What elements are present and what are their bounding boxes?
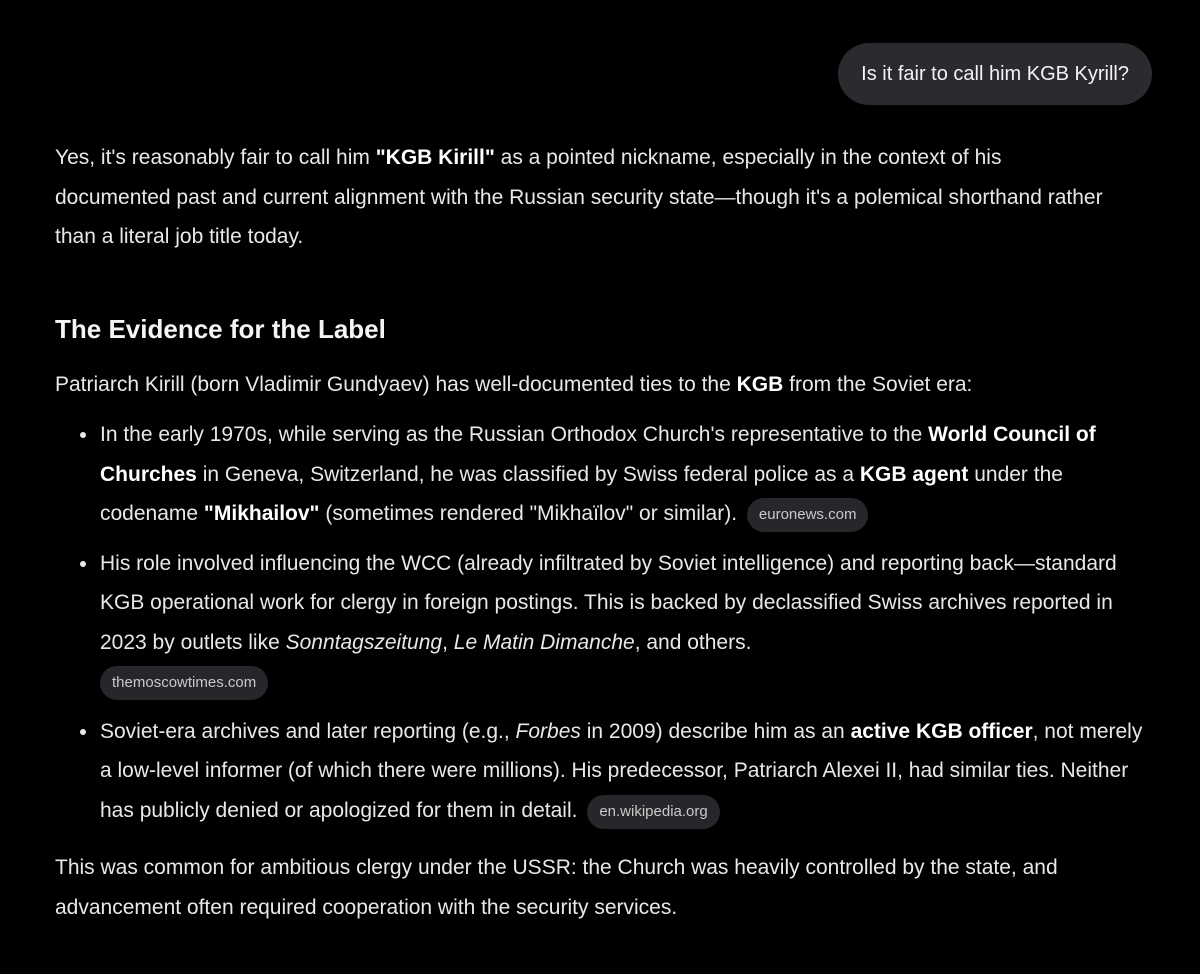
intro-text-rest: as a pointed nickname, especially in the context of his documented past and current alignment with the Russian security state—though it's a polemical shorthand rather than a literal job title today. xyxy=(55,146,1103,248)
source-citation-chip[interactable]: en.wikipedia.org xyxy=(587,795,719,829)
section-heading: The Evidence for the Label xyxy=(55,313,386,344)
user-message-row xyxy=(838,43,1152,105)
bullet-bold: World Council of Churches xyxy=(100,423,1096,486)
evidence-list xyxy=(55,415,1155,830)
bullet-text: in 2009) describe him as an xyxy=(580,719,851,743)
bullet-text: His role involved influencing the WCC (already infiltrated by Soviet intelligence) and reporting back—standard KGB operational work for clergy in foreign postings. This is backed by declassified Swiss archives reported in 2023 by outlets like xyxy=(100,551,1117,654)
lead-bold-kgb: KGB xyxy=(736,372,784,396)
list-item xyxy=(100,544,1155,702)
bullet-text: , not merely a low-level informer (of which there were millions). His predecessor, Patriarch Alexei II, had similar ties. Neither has publicly denied or apologized for them in detail. xyxy=(100,719,1143,822)
bullet-bold: KGB agent xyxy=(859,462,969,486)
source-citation-chip[interactable]: themoscowtimes.com xyxy=(100,666,268,700)
bullet-text: , xyxy=(442,630,454,654)
bullet-text: Soviet-era archives and later reporting (e.g., xyxy=(100,719,516,743)
bullet-text: in Geneva, Switzerland, he was classified by Swiss federal police as a xyxy=(196,462,860,486)
bullet-italic: Forbes xyxy=(515,719,581,743)
closing-paragraph: This was common for ambitious clergy under the USSR: the Church was heavily controlled by the state, and advancement often required cooperation with the security services. xyxy=(55,856,1058,919)
bullet-bold: "Mikhailov" xyxy=(203,502,320,525)
intro-bold-nickname: "KGB Kirill" xyxy=(375,146,495,169)
user-message-bubble[interactable]: Is it fair to call him KGB Kyrill? xyxy=(838,43,1152,105)
intro-paragraph xyxy=(55,138,1105,257)
bullet-text: under the codename xyxy=(100,462,1063,525)
list-item xyxy=(100,415,1155,534)
bullet-bold: active KGB officer xyxy=(850,719,1033,743)
bullet-text: (sometimes rendered "Mikhaïlov" or similar). xyxy=(319,502,738,525)
source-citation-chip[interactable]: euronews.com xyxy=(747,498,869,532)
lead-paragraph xyxy=(55,365,1155,405)
lead-text: Patriarch Kirill (born Vladimir Gundyaev) has well-documented ties to the xyxy=(55,372,737,396)
assistant-response xyxy=(55,138,1155,927)
intro-text: Yes, it's reasonably fair to call him xyxy=(55,146,376,169)
list-item xyxy=(100,712,1155,831)
bullet-text: , and others. xyxy=(634,630,752,654)
lead-text-rest: from the Soviet era: xyxy=(783,372,973,396)
bullet-text: In the early 1970s, while serving as the Russian Orthodox Church's representative to the xyxy=(100,423,929,446)
bullet-italic: Sonntagszeitung xyxy=(285,630,443,654)
bullet-italic: Le Matin Dimanche xyxy=(453,630,635,654)
